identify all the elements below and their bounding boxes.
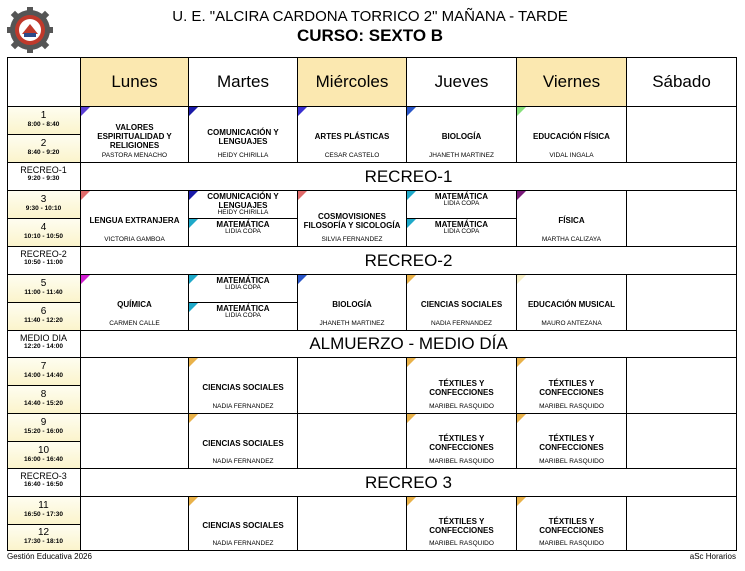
lesson-cell[interactable] <box>517 497 627 551</box>
lesson-cell[interactable] <box>189 497 298 551</box>
lesson-subject: TÉXTILES Y CONFECCIONES <box>539 378 604 397</box>
lesson-cell[interactable] <box>517 414 627 469</box>
subject-color-marker <box>298 191 307 200</box>
lesson-teacher: MARIBEL RASQUIDO <box>539 403 604 410</box>
lesson-teacher: MAURO ANTEZANA <box>541 320 602 327</box>
period-label-11 <box>7 497 81 525</box>
break-banner-3: RECREO 3 <box>81 469 737 497</box>
break-banner-2: ALMUERZO - MEDIO DÍA <box>81 331 737 358</box>
lesson-teacher: JHANETH MARTINEZ <box>429 152 494 159</box>
subject-color-marker <box>189 414 198 423</box>
lesson-subject: MATEMÁTICA <box>434 220 489 229</box>
lesson-teacher: MARIBEL RASQUIDO <box>429 403 494 410</box>
period-label-3 <box>7 191 81 219</box>
lesson-subject: EDUCACIÓN FÍSICA <box>533 132 610 141</box>
lesson-teacher: LIDIA COPA <box>443 200 480 207</box>
break-time: 16:40 - 16:50 <box>23 481 64 488</box>
lesson-cell[interactable] <box>189 414 298 469</box>
lesson-teacher: LIDIA COPA <box>225 284 261 291</box>
break-banner-0: RECREO-1 <box>81 163 737 191</box>
subject-color-marker <box>517 358 526 367</box>
lesson-teacher: CARMEN CALLE <box>109 320 160 327</box>
subject-color-marker <box>298 107 307 116</box>
period-label-1 <box>7 107 81 135</box>
period-label-10 <box>7 442 81 469</box>
lesson-teacher: HEIDY CHIRILLA <box>217 152 269 159</box>
subject-color-marker <box>189 303 198 312</box>
period-number: 7 <box>40 361 47 372</box>
lesson-cell[interactable] <box>189 358 298 414</box>
lesson-teacher: MARIBEL RASQUIDO <box>429 458 494 465</box>
period-label-2 <box>7 135 81 163</box>
period-time: 14:00 - 14:40 <box>23 372 64 379</box>
subject-color-marker <box>189 107 198 116</box>
period-number: 1 <box>40 110 47 121</box>
period-number: 2 <box>40 138 47 149</box>
lesson-subject: TÉXTILES Y CONFECCIONES <box>429 378 494 397</box>
lesson-cell[interactable] <box>517 107 627 163</box>
lesson-subject: VALORES ESPIRITUALIDAD Y RELIGIONES <box>97 123 172 150</box>
break-label-0 <box>7 163 81 191</box>
subject-color-marker <box>517 414 526 423</box>
subject-color-marker <box>517 191 526 200</box>
break-name: RECREO-2 <box>20 249 67 259</box>
period-label-8 <box>7 386 81 414</box>
period-time: 16:00 - 16:40 <box>23 456 64 463</box>
lesson-teacher: LIDIA COPA <box>225 312 261 319</box>
lesson-teacher: SILVIA FERNANDEZ <box>321 236 383 243</box>
lesson-teacher: VICTORIA GAMBOA <box>104 236 165 243</box>
lesson-cell[interactable] <box>298 191 407 247</box>
course-title: CURSO: SEXTO B <box>296 26 444 45</box>
period-time: 11:40 - 12:20 <box>24 317 63 324</box>
subject-color-marker <box>407 219 416 228</box>
break-name: RECREO-1 <box>20 165 67 175</box>
period-number: 6 <box>40 306 47 317</box>
subject-color-marker <box>407 414 416 423</box>
empty-slot[interactable] <box>81 358 189 414</box>
period-time: 16:50 - 17:30 <box>23 511 64 518</box>
lesson-teacher: NADIA FERNANDEZ <box>212 540 274 547</box>
subject-color-marker <box>189 191 198 200</box>
break-time: 9:20 - 9:30 <box>27 175 60 182</box>
lesson-teacher: NADIA FERNANDEZ <box>212 403 274 410</box>
day-header-1: Martes <box>189 57 298 107</box>
period-label-6 <box>7 303 81 331</box>
lesson-teacher: MARIBEL RASQUIDO <box>539 540 604 547</box>
lesson-teacher: LIDIA COPA <box>443 228 480 235</box>
lesson-subject: BIOLOGÍA <box>332 300 372 309</box>
lesson-subject: FÍSICA <box>558 216 585 225</box>
lesson-cell[interactable] <box>189 191 298 219</box>
lesson-cell[interactable] <box>407 219 517 247</box>
period-time: 10:10 - 10:50 <box>23 233 64 240</box>
break-label-1 <box>7 247 81 275</box>
subject-color-marker <box>81 191 90 200</box>
lesson-subject: TÉXTILES Y CONFECCIONES <box>539 516 604 535</box>
break-label-3 <box>7 469 81 497</box>
lesson-subject: COSMOVISIONES FILOSOFÍA Y SICOLOGÍA <box>303 211 401 230</box>
period-number: 3 <box>40 194 47 205</box>
period-label-12 <box>7 525 81 551</box>
subject-color-marker <box>407 191 416 200</box>
break-name: MEDIO DIA <box>19 333 67 343</box>
lesson-cell[interactable] <box>298 107 407 163</box>
lesson-cell[interactable] <box>189 219 298 247</box>
lesson-subject: BIOLOGÍA <box>441 132 482 141</box>
period-label-9 <box>7 414 81 442</box>
subject-color-marker <box>189 275 198 284</box>
lesson-cell[interactable] <box>517 191 627 247</box>
break-time: 10:50 - 11:00 <box>24 259 63 266</box>
period-number: 8 <box>40 389 47 400</box>
break-label-2 <box>7 331 81 358</box>
period-time: 9:30 - 10:10 <box>25 205 62 212</box>
lesson-cell[interactable] <box>81 275 189 331</box>
subject-color-marker <box>407 275 416 284</box>
lesson-subject: MATEMÁTICA <box>216 304 270 313</box>
subject-color-marker <box>81 107 90 116</box>
day-header-5: Sábado <box>627 57 737 107</box>
lesson-teacher: NADIA FERNANDEZ <box>212 458 274 465</box>
break-name: RECREO-3 <box>20 471 67 481</box>
lesson-subject: COMUNICACIÓN Y LENGUAJES <box>207 192 279 210</box>
lesson-cell[interactable] <box>517 358 627 414</box>
footer-right: aSc Horarios <box>689 552 736 561</box>
period-label-7 <box>7 358 81 386</box>
day-header-3: Jueves <box>407 57 517 107</box>
lesson-subject: TÉXTILES Y CONFECCIONES <box>539 434 604 452</box>
lesson-subject: CIENCIAS SOCIALES <box>202 438 284 448</box>
school-name: U. E. "ALCIRA CARDONA TORRICO 2" MAÑANA - TARDE <box>172 8 568 25</box>
lesson-teacher: CESAR CASTELO <box>324 152 380 159</box>
period-time: 8:00 - 8:40 <box>27 121 60 128</box>
subject-color-marker <box>298 275 307 284</box>
lesson-cell[interactable] <box>517 275 627 331</box>
subject-color-marker <box>517 107 526 116</box>
period-number: 11 <box>38 500 49 511</box>
period-time: 14:40 - 15:20 <box>23 400 64 407</box>
lesson-teacher: MARIBEL RASQUIDO <box>429 540 494 547</box>
empty-slot[interactable] <box>298 497 407 551</box>
day-header-4: Viernes <box>517 57 627 107</box>
break-banner-1: RECREO-2 <box>81 247 737 275</box>
lesson-cell[interactable] <box>189 107 298 163</box>
lesson-subject: TÉXTILES Y CONFECCIONES <box>429 516 494 535</box>
empty-slot[interactable] <box>298 414 407 469</box>
subject-color-marker <box>407 497 416 506</box>
lesson-cell[interactable] <box>407 191 517 219</box>
lesson-teacher: MARIBEL RASQUIDO <box>539 458 604 465</box>
empty-slot[interactable] <box>298 358 407 414</box>
break-time: 12:20 - 14:00 <box>23 343 64 350</box>
lesson-subject: MATEMÁTICA <box>434 192 489 201</box>
lesson-cell[interactable] <box>407 414 517 469</box>
lesson-subject: QUÍMICA <box>117 300 152 309</box>
period-time: 8:40 - 9:20 <box>27 149 60 156</box>
lesson-cell[interactable] <box>407 358 517 414</box>
day-header-0: Lunes <box>81 57 189 107</box>
lesson-subject: EDUCACIÓN MUSICAL <box>527 300 616 309</box>
lesson-cell[interactable] <box>81 191 189 247</box>
period-number: 5 <box>40 278 47 289</box>
corner-cell <box>7 57 81 107</box>
subject-color-marker <box>189 497 198 506</box>
period-time: 15:20 - 16:00 <box>23 428 64 435</box>
lesson-subject: MATEMÁTICA <box>216 220 270 229</box>
period-time: 11:00 - 11:40 <box>24 289 63 296</box>
empty-slot[interactable] <box>627 107 737 163</box>
subject-color-marker <box>81 275 90 284</box>
empty-slot[interactable] <box>627 414 737 469</box>
lesson-cell[interactable] <box>407 107 517 163</box>
subject-color-marker <box>517 497 526 506</box>
empty-slot[interactable] <box>627 358 737 414</box>
empty-slot[interactable] <box>627 191 737 247</box>
lesson-subject: TÉXTILES Y CONFECCIONES <box>429 434 494 452</box>
footer-left: Gestión Educativa 2026 <box>7 552 92 561</box>
period-number: 10 <box>37 445 50 456</box>
period-label-4 <box>7 219 81 247</box>
lesson-cell[interactable] <box>81 107 189 163</box>
lesson-teacher: HEIDY CHIRILLA <box>217 209 269 216</box>
period-time: 17:30 - 18:10 <box>23 538 64 545</box>
day-header-2: Miércoles <box>298 57 407 107</box>
empty-slot[interactable] <box>81 497 189 551</box>
lesson-cell[interactable] <box>189 275 298 303</box>
lesson-teacher: LIDIA COPA <box>225 228 261 235</box>
lesson-teacher: VIDAL INGALA <box>549 152 594 159</box>
lesson-cell[interactable] <box>407 497 517 551</box>
lesson-subject: CIENCIAS SOCIALES <box>202 521 284 530</box>
empty-slot[interactable] <box>81 414 189 469</box>
subject-color-marker <box>407 358 416 367</box>
empty-slot[interactable] <box>627 275 737 331</box>
lesson-cell[interactable] <box>407 275 517 331</box>
lesson-teacher: NADIA FERNANDEZ <box>430 320 493 327</box>
period-number: 4 <box>40 222 47 233</box>
empty-slot[interactable] <box>627 497 737 551</box>
lesson-subject: MATEMÁTICA <box>216 276 270 285</box>
subject-color-marker <box>189 358 198 367</box>
lesson-subject: CIENCIAS SOCIALES <box>202 383 284 392</box>
lesson-subject: CIENCIAS SOCIALES <box>420 300 503 309</box>
period-number: 12 <box>37 527 50 538</box>
lesson-subject: ARTES PLÁSTICAS <box>314 132 390 141</box>
subject-color-marker <box>407 107 416 116</box>
period-label-5 <box>7 275 81 303</box>
lesson-subject: LENGUA EXTRANJERA <box>89 216 180 225</box>
lesson-teacher: MARTHA CALIZAYA <box>541 236 602 243</box>
lesson-subject: COMUNICACIÓN Y LENGUAJES <box>207 127 279 146</box>
lesson-cell[interactable] <box>189 303 298 331</box>
lesson-cell[interactable] <box>298 275 407 331</box>
lesson-teacher: JHANETH MARTINEZ <box>319 320 385 327</box>
subject-color-marker <box>517 275 526 284</box>
subject-color-marker <box>189 219 198 228</box>
period-number: 9 <box>40 417 47 428</box>
lesson-teacher: PASTORA MENACHO <box>101 152 168 159</box>
